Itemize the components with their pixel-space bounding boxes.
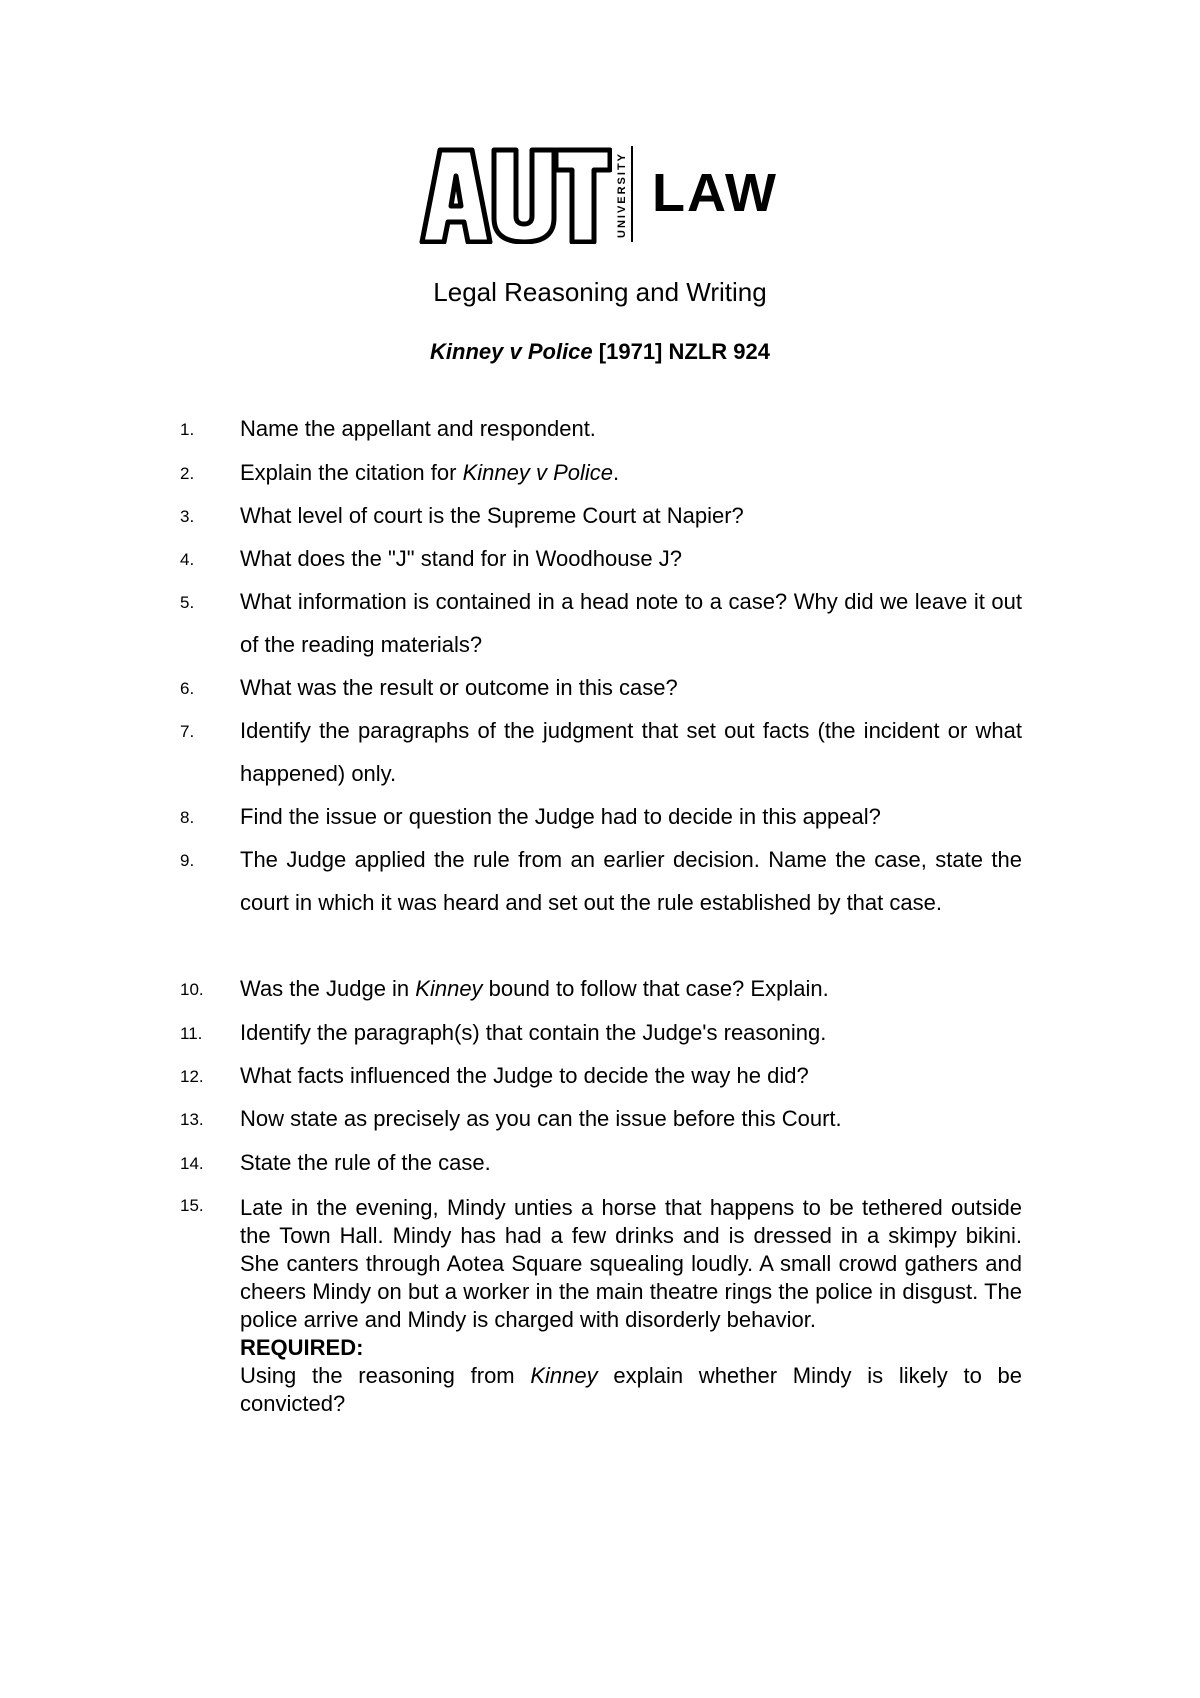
question-number: 5.: [180, 593, 195, 612]
question-text: [240, 495, 1022, 538]
question-number: 3.: [180, 507, 195, 526]
case-citation-heading: [0, 338, 1200, 366]
question-text: [240, 968, 1022, 1011]
italic-case-ref: Kinney: [415, 976, 483, 1001]
question-text: [240, 408, 1022, 451]
text-run: Explain the citation for: [240, 460, 463, 485]
question-number: 15.: [180, 1196, 204, 1215]
question-text: [240, 581, 1022, 666]
text-run: Name the appellant and respondent.: [240, 416, 596, 441]
text-run: Using the reasoning from: [240, 1363, 531, 1388]
text-run: Identify the paragraphs of the judgment that set out facts (the incident or what happened) only.: [240, 718, 1022, 786]
question-text: [240, 452, 1022, 495]
question-number: 4.: [180, 550, 195, 569]
question-text: [240, 1055, 1022, 1098]
law-wordmark: LAW: [652, 163, 778, 223]
text-run: What was the result or outcome in this case?: [240, 675, 678, 700]
question-text: [240, 1142, 1022, 1185]
question-text: [240, 796, 1022, 839]
text-run: Identify the paragraph(s) that contain the Judge's reasoning.: [240, 1020, 827, 1045]
text-run: What facts influenced the Judge to decide the way he did?: [240, 1063, 809, 1088]
aut-law-logo: [418, 140, 798, 248]
text-run: What information is contained in a head note to a case? Why did we leave it out of the reading materials?: [240, 589, 1022, 657]
italic-case-ref: Kinney v Police: [462, 460, 613, 485]
logo-divider: [631, 146, 633, 242]
aut-logo-mark: [418, 146, 612, 244]
italic-case-ref: Kinney: [530, 1363, 598, 1388]
question-number: 13.: [180, 1110, 204, 1129]
question-number: 7.: [180, 722, 195, 741]
question-text: [240, 538, 1022, 581]
question-text: [240, 1012, 1022, 1055]
required-text: [240, 1363, 1022, 1416]
question-text: [240, 1098, 1022, 1141]
question-text: [240, 1194, 1022, 1418]
document-title: Legal Reasoning and Writing: [433, 277, 767, 307]
case-name: Kinney v Police: [430, 339, 593, 364]
question-number: 10.: [180, 980, 204, 999]
text-run: bound to follow that case? Explain.: [482, 976, 829, 1001]
citation: [1971] NZLR 924: [598, 339, 770, 364]
text-run: The Judge applied the rule from an earlier decision. Name the case, state the court in which it was heard and set out the rule established by that case.: [240, 847, 1022, 915]
text-run: Now state as precisely as you can the issue before this Court.: [240, 1106, 842, 1131]
text-run: explain whether Mindy is likely to be convicted?: [240, 1363, 1022, 1416]
question-number: 6.: [180, 679, 195, 698]
question-number: 14.: [180, 1154, 204, 1173]
question-text: [240, 667, 1022, 710]
text-run: Late in the evening, Mindy unties a horse that happens to be tethered outside the Town Hall. Mindy has had a few drinks and is dressed in a skimpy bikini. She canters through Aotea Square squealing loudly. A small crowd gathers and cheers Mindy on but a worker in the main theatre rings the police in disgust. The police arrive and Mindy is charged with disorderly behavior.: [240, 1195, 1022, 1332]
text-run: Find the issue or question the Judge had to decide in this appeal?: [240, 804, 881, 829]
question-number: 2.: [180, 464, 195, 483]
text-run: Was the Judge in: [240, 976, 416, 1001]
text-run: What level of court is the Supreme Court at Napier?: [240, 503, 744, 528]
university-label: UNIVERSITY: [616, 151, 628, 239]
question-number: 9.: [180, 851, 195, 870]
text-run: State the rule of the case.: [240, 1150, 491, 1175]
question-text: [240, 710, 1022, 795]
question-number: 11.: [180, 1024, 203, 1043]
question-number: 1.: [180, 420, 195, 439]
question-number: 8.: [180, 808, 195, 827]
text-run: .: [613, 460, 620, 485]
text-run: What does the "J" stand for in Woodhouse J?: [240, 546, 683, 571]
question-number: 12.: [180, 1067, 204, 1086]
question-text: [240, 839, 1022, 924]
required-label: REQUIRED:: [240, 1335, 364, 1360]
